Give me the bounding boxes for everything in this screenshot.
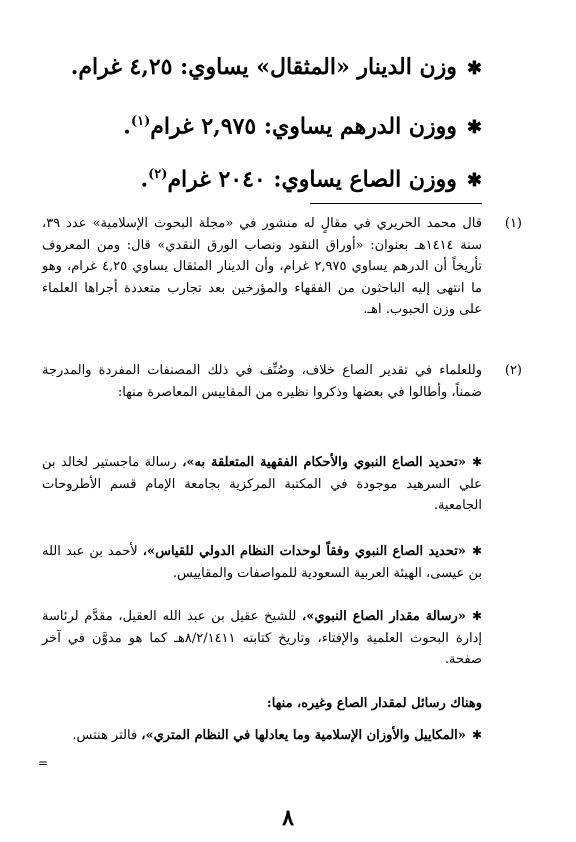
star-bullet-icon: ✱ xyxy=(466,117,482,139)
footnote-2-number: (٢) xyxy=(504,363,522,378)
weight-dinar-text: وزن الدينار «المثقال» يساوي: ٤,٢٥ غرام. xyxy=(70,54,457,80)
footnote-1-text: قال محمد الحريري في مقالٍ له منشور في «مجلة البحوث الإسلامية» عدد ٣٩، سنة ١٤١٤هـ بعنوان: «أوراق النقود ونصاب الورق النقدي» قال: ومن المعروف تأريخاً أن الدرهم يساوي ٢,٩٧٥ غرام، وأن الدينار المثقال يساوي ٤,٢٥ غرام، وهو ما انتهى إليه الباحثون من الفقهاء والمؤرخين بعد تجارب متعددة أجراها العلماء على وزن الحبوب. اهـ. xyxy=(42,216,482,317)
reference-item-title: «تحديد الصاع النبوي والأحكام الفقهية المتعلقة به»، xyxy=(182,455,466,470)
continuation-mark: = xyxy=(38,756,49,770)
reference-item-text: لأحمد بن عبد الله بن عيسى، الهيئة العربية السعودية للمواصفات والمقاييس. xyxy=(42,544,482,581)
reference-item-4 xyxy=(42,725,482,747)
footnote-1 xyxy=(42,213,522,321)
footnote-2 xyxy=(42,360,522,403)
weight-saa-line xyxy=(40,160,482,196)
footnote-ref-2[interactable]: (٢) xyxy=(148,167,168,182)
weight-dirham-text: ووزن الدرهم يساوي: ٢,٩٧٥ غرام xyxy=(150,113,457,140)
footnote-2-text: وللعلماء في تقدير الصاع خلاف، وصُنِّف في ذلك المصنفات المفردة والمدرجة ضمناً، وأطالوا في بعضها وذكروا نظيره من المقاييس المعاصرة منها: xyxy=(42,363,482,400)
reference-item-title: «رسالة مقدار الصاع النبوي»، xyxy=(302,609,466,624)
reference-item-1 xyxy=(42,452,482,517)
footnote-separator xyxy=(310,203,482,204)
page-number: ٨ xyxy=(282,805,294,831)
star-bullet-icon: ✱ xyxy=(471,728,482,742)
weight-dirham-line xyxy=(40,107,482,143)
weight-dinar-line xyxy=(40,52,482,84)
star-bullet-icon: ✱ xyxy=(466,58,482,79)
line-end-period: . xyxy=(123,113,131,140)
footnote-1-number: (١) xyxy=(504,216,522,231)
star-bullet-icon: ✱ xyxy=(471,455,483,469)
reference-item-title: «تحديد الصاع النبوي وفقاً لوحدات النظام الدولي للقياس»، xyxy=(142,544,466,559)
star-bullet-icon: ✱ xyxy=(466,170,482,192)
other-treatises-heading xyxy=(42,693,482,715)
star-bullet-icon: ✱ xyxy=(471,609,482,623)
line-end-period: . xyxy=(140,166,149,193)
weight-saa-text: ووزن الصاع يساوي: ٢٠٤٠ غرام xyxy=(167,166,457,193)
reference-item-title: «المكاييل والأوزان الإسلامية وما يعادلها في النظام المتري»، xyxy=(141,728,466,743)
reference-item-2 xyxy=(42,541,482,584)
reference-item-3 xyxy=(42,606,482,671)
reference-item-text: فالتر هنتس. xyxy=(72,728,142,743)
reference-item-text: رسالة ماجستير لخالد بن علي السرهيد موجودة في المكتبة المركزية بجامعة الإمام قسم الأطروحات الجامعية. xyxy=(42,455,482,513)
other-treatises-heading-text: وهناك رسائل لمقدار الصاع وغيره، منها: xyxy=(266,696,482,711)
reference-item-text: للشيخ عقيل بن عبد الله العقيل، مقدَّم لرئاسة إدارة البحوث العلمية والإفتاء، وتاريخ كتابته ٨/٢/١٤١١هـ كما هو مدوَّن في آخر صفحة. xyxy=(42,609,483,667)
footnote-ref-1[interactable]: (١) xyxy=(130,114,151,129)
star-bullet-icon: ✱ xyxy=(471,544,482,558)
